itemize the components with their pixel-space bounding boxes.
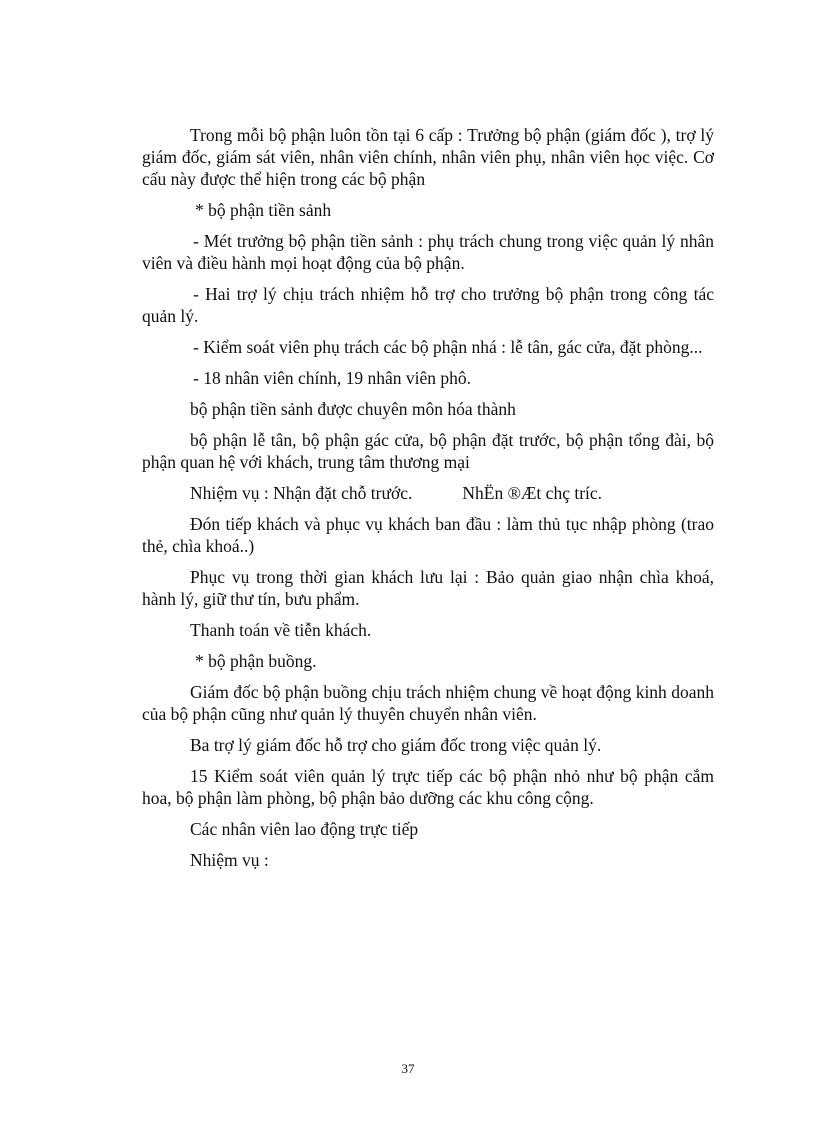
paragraph-checkout: Thanh toán về tiễn khách. <box>190 620 372 640</box>
paragraph-direct-staff: Các nhân viên lao động trực tiếp <box>190 819 419 839</box>
paragraph-supervisors: - Kiểm soát viên phụ trách các bộ phận nhá : lễ tân, gác cửa, đặt phòng... <box>193 337 703 357</box>
heading-front-office: * bộ phận tiền sảnh <box>195 200 332 220</box>
document-body <box>142 124 714 880</box>
paragraph-departments-list: bộ phận lễ tân, bộ phận gác cửa, bộ phận đặt trước, bộ phận tổng đài, bộ phận quan hệ với khách, trung tâm thương mại <box>142 430 714 472</box>
paragraph-housekeeping-assistants: Ba trợ lý giám đốc hỗ trợ cho giám đốc trong việc quản lý. <box>190 735 602 755</box>
paragraph-tasks-heading: Nhiệm vụ : <box>190 850 269 870</box>
page-number: 37 <box>401 1061 415 1076</box>
task-line-left: Nhiệm vụ : Nhận đặt chỗ trước. <box>190 483 413 503</box>
paragraph-levels: Trong mỗi bộ phận luôn tồn tại 6 cấp : Trưởng bộ phận (giám đốc ), trợ lý giám đốc, giám sát viên, nhân viên chính, nhân viên phụ, nhân viên học việc. Cơ cấu này được thể hiện trong các bộ phận <box>142 125 714 189</box>
paragraph-staff-count: - 18 nhân viên chính, 19 nhân viên phô. <box>193 368 472 388</box>
paragraph-assistants: - Hai trợ lý chịu trách nhiệm hỗ trợ cho trưởng bộ phận trong công tác quản lý. <box>142 284 714 326</box>
paragraph-stay-service: Phục vụ trong thời gian khách lưu lại : Bảo quản giao nhận chìa khoá, hành lý, giữ thư tín, bưu phẩm. <box>142 567 714 609</box>
task-line-right: NhËn ®Æt chç tríc. <box>462 483 603 503</box>
paragraph-front-office-manager: - Mét trưởng bộ phận tiền sảnh : phụ trách chung trong việc quản lý nhân viên và điều hành mọi hoạt động của bộ phận. <box>142 231 714 273</box>
paragraph-specialization: bộ phận tiền sảnh được chuyên môn hóa thành <box>190 399 516 419</box>
paragraph-task-reservation <box>142 482 714 504</box>
paragraph-welcome: Đón tiếp khách và phục vụ khách ban đầu : làm thủ tục nhập phòng (trao thẻ, chìa khoá..) <box>142 514 714 556</box>
heading-housekeeping: * bộ phận buồng. <box>195 651 317 671</box>
paragraph-housekeeping-director: Giám đốc bộ phận buồng chịu trách nhiệm chung về hoạt động kinh doanh của bộ phận cũng như quản lý thuyên chuyển nhân viên. <box>142 682 714 724</box>
paragraph-housekeeping-supervisors: 15 Kiểm soát viên quản lý trực tiếp các bộ phận nhỏ như bộ phận cắm hoa, bộ phận làm phòng, bộ phận bảo dưỡng các khu công cộng. <box>142 766 714 808</box>
